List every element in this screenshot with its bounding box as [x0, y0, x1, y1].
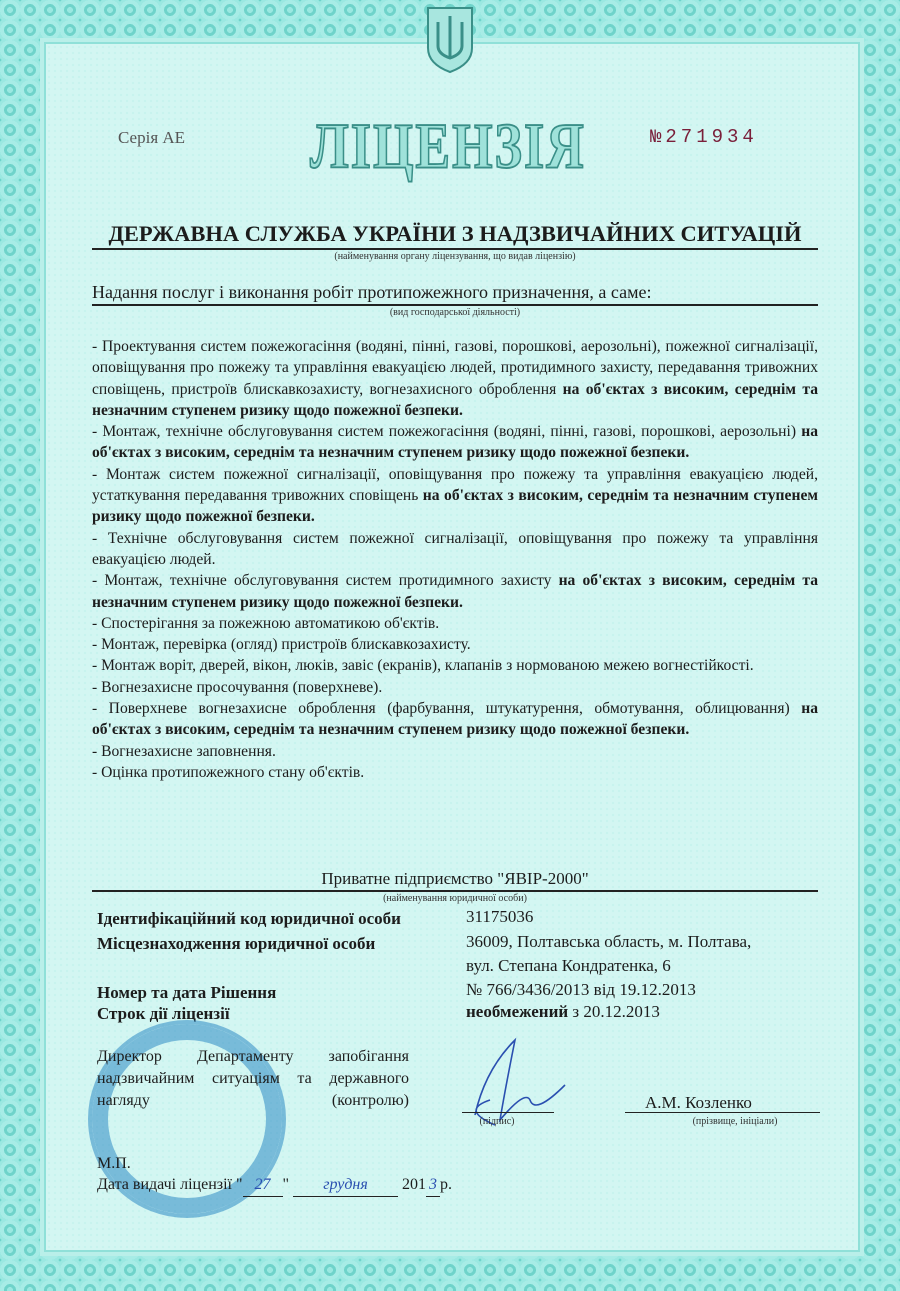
item-text: - Вогнезахисне просочування (поверхневе).: [92, 678, 383, 696]
licensing-authority: ДЕРЖАВНА СЛУЖБА УКРАЇНИ З НАДЗВИЧАЙНИХ СИТУАЦІЙ: [92, 220, 818, 250]
director-title: Директор Департаменту запобігання надзвичайним ситуаціям та державного нагляду (контролю): [97, 1048, 409, 1109]
issue-year-suffix: 3: [426, 1174, 440, 1197]
item-text: - Технічне обслуговування систем пожежної сигналізації, оповіщування про пожежу та управління евакуацією людей.: [92, 529, 818, 568]
item-risk-scope: на об'єктах з високим, середнім та незначним ступенем ризику щодо пожежної безпеки.: [92, 380, 818, 419]
issue-year-end: р.: [440, 1176, 453, 1193]
item-text: - Монтаж воріт, дверей, вікон, люків, завіс (екранів), клапанів з нормованою межею вогнестійкості.: [92, 657, 754, 675]
address-label: Місцезнаходження юридичної особи: [97, 934, 376, 953]
list-item: [92, 634, 818, 655]
license-series: Серія АЕ: [118, 128, 186, 147]
term-value: [466, 1001, 660, 1023]
coat-of-arms-icon: [420, 2, 480, 74]
id-code-label: Ідентифікаційний код юридичної особи: [97, 909, 401, 928]
decision-value: № 766/3436/2013 від 19.12.2013: [466, 980, 696, 999]
activity-type: Надання послуг і виконання робіт протипожежного призначення, а саме:: [92, 280, 818, 306]
item-risk-scope: на об'єктах з високим, середнім та незначним ступенем ризику щодо пожежної безпеки.: [92, 700, 818, 739]
list-item: [92, 741, 818, 762]
list-item: [92, 528, 818, 571]
item-text: - Монтаж, перевірка (огляд) пристроїв блискавкозахисту.: [92, 636, 471, 654]
item-risk-scope: на об'єктах з високим, середнім та незначним ступенем ризику щодо пожежної безпеки.: [92, 487, 818, 526]
list-item: [92, 421, 818, 464]
activity-list: [92, 336, 818, 783]
name-line: [625, 1112, 820, 1113]
company-caption: (найменування юридичної особи): [383, 893, 527, 904]
address-line1: 36009, Полтавська область, м. Полтава,: [466, 932, 752, 951]
address-line2: вул. Степана Кондратенка, 6: [466, 956, 671, 975]
issue-date-label: Дата видачі ліцензії: [97, 1176, 232, 1193]
id-code-value: 31175036: [466, 907, 534, 926]
item-text: - Монтаж систем пожежної сигналізації, оповіщування про пожежу та управління евакуацією людей, устаткування передавання тривожних сповіщень: [92, 465, 818, 505]
seal-place-label: М.П.: [97, 1155, 131, 1172]
item-text: - Вогнезахисне заповнення.: [92, 742, 276, 760]
decision-label: Номер та дата Рішення: [97, 983, 277, 1002]
license-title: ЛІЦЕНЗІЯ: [310, 111, 586, 183]
item-risk-scope: на об'єктах з високим, середнім та незначним ступенем ризику щодо пожежної безпеки.: [92, 572, 818, 611]
item-text: - Монтаж, технічне обслуговування систем пожежогасіння (водяні, пінні, газові, порошкові, аерозольні): [92, 423, 802, 441]
signatory-name: А.М. Козленко: [645, 1093, 752, 1112]
list-item: [92, 613, 818, 634]
issue-year-prefix: 201: [402, 1176, 427, 1193]
activity-caption: (вид господарської діяльності): [389, 307, 521, 318]
issue-day: 27: [243, 1174, 283, 1197]
item-text: - Проектування систем пожежогасіння (водяні, пінні, газові, порошкові, аерозольні), пожежної сигналізації, оповіщування про пожежу та управління евакуацією людей, протидимного захисту, передавання тривожних сповіщень, пристроїв блискавкозахисту, вогнезахисного оброблення: [92, 338, 818, 398]
item-text: - Монтаж, технічне обслуговування систем протидимного захисту: [92, 572, 559, 590]
signature-caption: (підпис): [479, 1116, 515, 1127]
company-name: Приватне підприємство "ЯВІР-2000": [92, 868, 818, 892]
name-caption: (прізвище, ініціали): [692, 1116, 778, 1127]
term-unlimited: необмежений: [466, 1002, 569, 1021]
list-item: [92, 336, 818, 421]
issue-month: грудня: [293, 1174, 398, 1197]
item-risk-scope: на об'єктах з високим, середнім та незначним ступенем ризику щодо пожежної безпеки.: [92, 423, 818, 462]
issue-date: Дата видачі ліцензії " 27 " грудня 201 3 р.: [97, 1174, 452, 1197]
list-item: [92, 677, 818, 698]
list-item: [92, 464, 818, 528]
item-text: - Спостерігання за пожежною автоматикою об'єктів.: [92, 614, 440, 632]
item-text: - Оцінка протипожежного стану об'єктів.: [92, 763, 365, 781]
signature-line: [462, 1112, 554, 1113]
list-item: [92, 655, 818, 676]
term-label: Строк дії ліцензії: [97, 1004, 230, 1023]
handwritten-signature: [455, 1030, 575, 1130]
term-start: з 20.12.2013: [568, 1002, 660, 1021]
item-text: - Поверхневе вогнезахисне оброблення (фарбування, штукатурення, обмотування, облицювання): [92, 700, 802, 718]
list-item: [92, 570, 818, 613]
list-item: [92, 762, 818, 783]
authority-caption: (найменування органу ліцензування, що видав ліцензію): [334, 251, 576, 262]
license-number: №271934: [650, 126, 758, 148]
list-item: [92, 698, 818, 741]
